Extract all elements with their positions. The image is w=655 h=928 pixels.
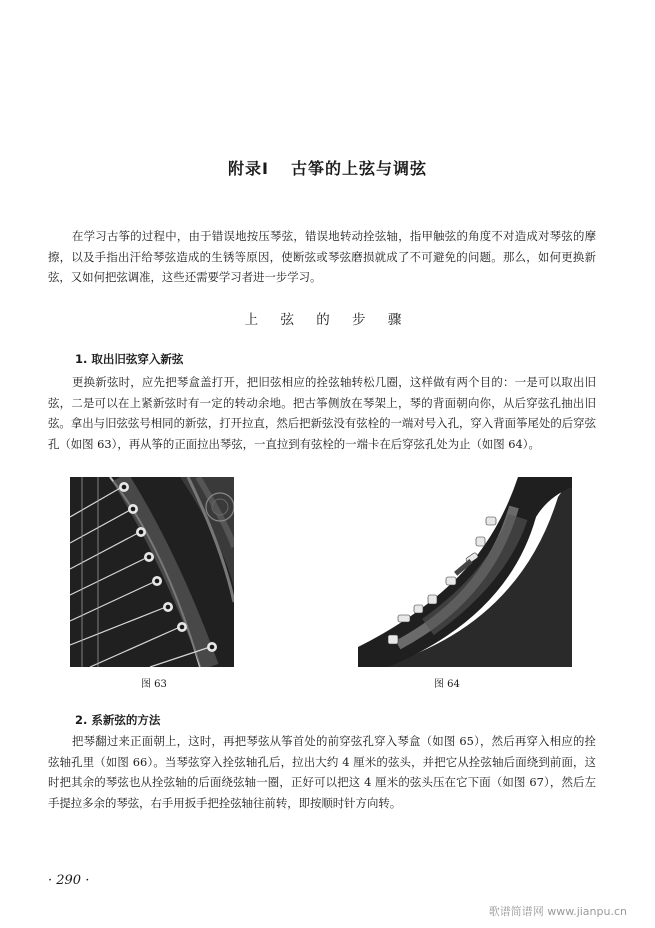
site-watermark: 歌谱简谱网 www.jianpu.cn <box>488 905 627 918</box>
section-subtitle: 上 弦 的 步 骤 <box>244 312 411 328</box>
section1-heading: 1. 取出旧弦穿入新弦 <box>75 352 184 366</box>
page-title <box>0 156 655 179</box>
figure-63-photo <box>70 477 234 667</box>
figure-64-caption: 图 64 <box>434 679 460 690</box>
section2-paragraph: 把琴翻过来正面朝上，这时，再把琴弦从筝首处的前穿弦孔穿入琴盒（如图 65），然后再穿入相应的拴弦轴孔里（如图 66）。当琴弦穿入拴弦轴孔后，拉出大约 4 厘米的弦头，并把它从拴弦轴后面绕到前面，这时把其余的琴弦也从拴弦轴的后面绕弦轴一圈，正好可以把这 4 厘米的弦头压在它下面（如图 67），然后左手提拉多余的琴弦，右手用扳手把拴弦轴往前转，即按顺时针方向转。 <box>48 734 596 810</box>
section1-paragraph: 更换新弦时，应先把琴盒盖打开，把旧弦相应的拴弦轴转松几圈，这样做有两个目的：一是可以取出旧弦，二是可以在上紧新弦时有一定的转动余地。把古筝侧放在琴架上，琴的背面朝向你，从后穿弦孔抽出旧弦。拿出与旧弦弦号相同的新弦，打开拉直，然后把新弦没有弦栓的一端对号入孔，穿入背面筝尾处的后穿弦孔（如图 63），再从筝的正面拉出琴弦，一直拉到有弦栓的一端卡在后穿弦孔处为止（如图 64）。 <box>48 375 596 451</box>
section2-heading: 2. 系新弦的方法 <box>75 713 161 727</box>
title-text: 古筝的上弦与调弦 <box>290 159 427 178</box>
figure-64-photo <box>318 477 572 667</box>
appendix-label: 附录Ⅰ <box>228 159 269 178</box>
figure-63-caption: 图 63 <box>141 679 167 690</box>
page-number: · 290 · <box>48 873 90 888</box>
intro-paragraph: 在学习古筝的过程中，由于错误地按压琴弦，错误地转动拴弦轴，指甲触弦的角度不对造成对琴弦的摩擦，以及手指出汗给琴弦造成的生锈等原因，使断弦或琴弦磨损就成了不可避免的问题。那么，如何更换新弦，又如何把弦调准，这些还需要学习者进一步学习。 <box>48 229 596 284</box>
